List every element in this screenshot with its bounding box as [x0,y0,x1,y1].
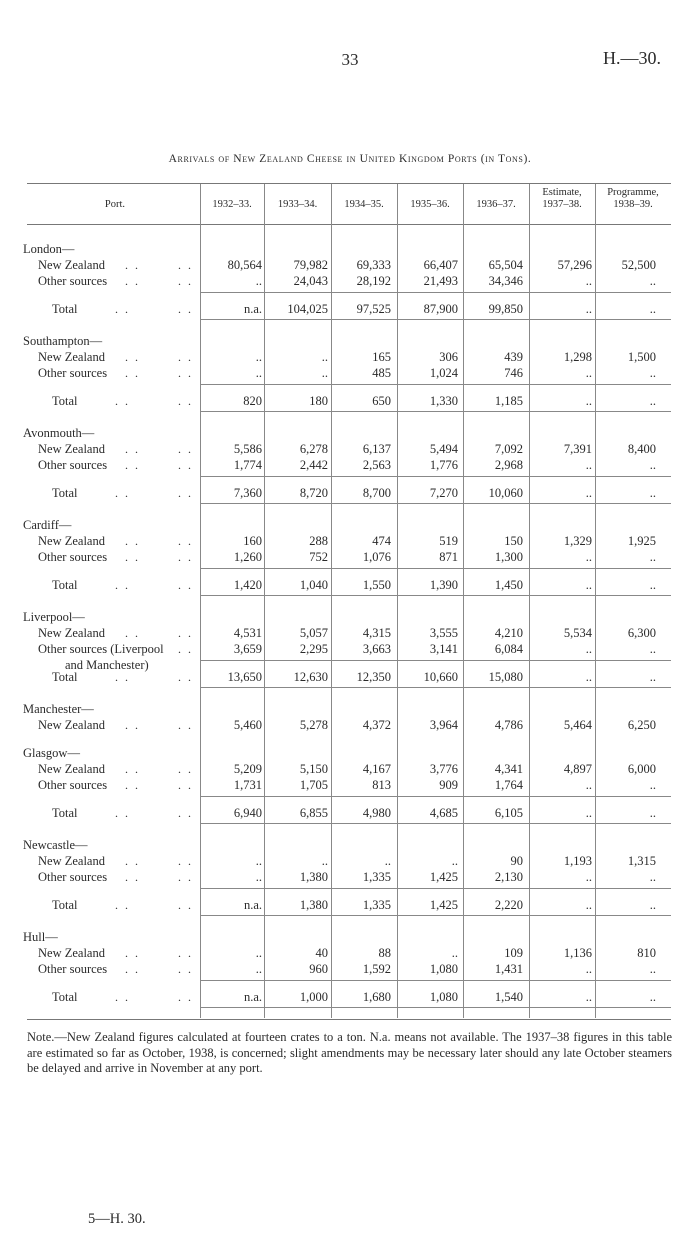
total-cell: 6,855 [299,806,328,820]
total-label: Total [52,670,78,684]
section-rule [200,503,671,504]
row-label: New Zealand [38,534,105,548]
total-rule [200,476,671,477]
table-cell: 485 [372,366,391,380]
section-rule [200,915,671,916]
total-cell: .. [649,806,656,820]
row-label: New Zealand [38,258,105,272]
dot-leader: . . [178,898,193,912]
total-cell: 12,630 [293,670,328,684]
table-cell: 5,278 [299,718,328,732]
table-cell: 6,084 [494,642,523,656]
table-cell: .. [585,642,592,656]
total-cell: .. [649,486,656,500]
total-label: Total [52,898,78,912]
table-cell: 3,964 [429,718,458,732]
dot-leader: . . [125,962,140,976]
port-name: Avonmouth— [23,426,95,440]
total-cell: 1,330 [429,394,458,408]
row-label: New Zealand [38,762,105,776]
dot-leader: . . [125,534,140,548]
table-cell: 57,296 [557,258,592,272]
total-cell: 1,380 [299,898,328,912]
table-cell: 4,786 [494,718,523,732]
table-cell: 1,592 [362,962,391,976]
table-cell: 439 [504,350,523,364]
table-cell: 34,346 [488,274,523,288]
table-cell: .. [255,274,262,288]
table-cell: .. [585,870,592,884]
column-header-year: 1934–35. [344,199,384,210]
table-cell: 746 [504,366,523,380]
column-header-year: 1933–34. [277,199,318,210]
row-label: New Zealand [38,626,105,640]
table-cell: 2,563 [362,458,391,472]
port-name: Manchester— [23,702,94,716]
port-name: Cardiff— [23,518,72,532]
table-cell: .. [255,870,262,884]
total-cell: 10,660 [423,670,458,684]
table-cell: 6,278 [299,442,328,456]
column-header-year: Estimate, 1937–38. [542,187,582,210]
table-cell: 5,209 [233,762,262,776]
table-cell: 960 [309,962,328,976]
dot-leader: . . [125,274,140,288]
table-cell: 8,400 [627,442,656,456]
table-cell: 1,774 [233,458,262,472]
table-cell: .. [649,778,656,792]
total-cell: 87,900 [423,302,458,316]
column-header-year: 1936–37. [476,199,516,210]
table-cell: 1,298 [563,350,592,364]
dot-leader: . . [178,718,193,732]
table-cell: 4,897 [563,762,592,776]
total-cell: 8,720 [299,486,328,500]
table-cell: 5,494 [429,442,458,456]
table-cell: 4,167 [362,762,391,776]
total-cell: n.a. [243,302,262,316]
table-cell: 24,043 [293,274,328,288]
table-cell: .. [451,854,458,868]
table-cell: 2,442 [299,458,328,472]
table-cell: 1,380 [299,870,328,884]
section-rule [200,687,671,688]
total-rule [200,660,671,661]
table-cell: 813 [372,778,391,792]
table-cell: .. [585,962,592,976]
dot-leader: . . [178,762,193,776]
total-cell: .. [585,806,592,820]
table-cell: .. [585,550,592,564]
table-cell: 1,300 [494,550,523,564]
total-cell: 1,335 [362,898,391,912]
dot-leader: . . [178,670,193,684]
column-header-year: Programme, 1938–39. [607,187,659,210]
dot-leader: . . [178,854,193,868]
table-cell: 79,982 [293,258,328,272]
table-cell: 3,776 [429,762,458,776]
dot-leader: . . [178,946,193,960]
table-cell: .. [255,350,262,364]
dot-leader: . . [178,550,193,564]
total-cell: 180 [309,394,328,408]
dot-leader: . . [178,458,193,472]
total-cell: 6,940 [233,806,262,820]
table-cell: 3,555 [429,626,458,640]
table-cell: 1,329 [563,534,592,548]
total-label: Total [52,302,78,316]
table-cell: 1,080 [429,962,458,976]
dot-leader: . . [178,778,193,792]
total-cell: 15,080 [488,670,523,684]
table-cell: 4,315 [362,626,391,640]
table-cell: 165 [372,350,391,364]
table-cell: .. [321,854,328,868]
total-cell: 13,650 [227,670,262,684]
section-rule [200,823,671,824]
port-name: Southampton— [23,334,103,348]
dot-leader: . . [115,486,130,500]
table-cell: .. [649,642,656,656]
table-cell: 3,659 [233,642,262,656]
table-cell: 4,531 [233,626,262,640]
column-header-port: Port. [104,199,126,210]
table-cell: .. [585,366,592,380]
table-top-rule [27,183,671,184]
dot-leader: . . [178,394,193,408]
dot-leader: . . [125,442,140,456]
total-cell: .. [585,898,592,912]
table-cell: 2,295 [299,642,328,656]
table-cell: 7,092 [494,442,523,456]
dot-leader: . . [178,366,193,380]
table-cell: .. [649,366,656,380]
total-cell: .. [585,990,592,1004]
total-cell: 1,420 [233,578,262,592]
table-cell: 5,460 [233,718,262,732]
port-name: Liverpool— [23,610,85,624]
table-cell: .. [649,870,656,884]
table-cell: 88 [378,946,391,960]
total-cell: .. [649,898,656,912]
total-cell: 8,700 [362,486,391,500]
table-cell: 6,000 [627,762,656,776]
total-cell: .. [585,394,592,408]
total-cell: 1,040 [299,578,328,592]
dot-leader: . . [178,990,193,1004]
total-cell: n.a. [243,990,262,1004]
total-cell: 1,080 [429,990,458,1004]
table-cell: 306 [439,350,458,364]
table-cell: .. [255,962,262,976]
table-cell: 5,586 [233,442,262,456]
dot-leader: . . [115,394,130,408]
dot-leader: . . [125,258,140,272]
table-cell: .. [255,854,262,868]
dot-leader: . . [178,302,193,316]
total-rule [200,292,671,293]
table-cell: 4,341 [494,762,523,776]
table-cell: 28,192 [356,274,391,288]
table-cell: 109 [504,946,523,960]
row-label: Other sources [38,458,108,472]
footer-reference: 5—H. 30. [88,1211,146,1227]
table-cell: 1,925 [627,534,656,548]
table-cell: .. [255,366,262,380]
section-rule [200,319,671,320]
port-name: Newcastle— [23,838,88,852]
table-cell: 871 [439,550,458,564]
table-cell: .. [585,458,592,472]
table-cell: 6,137 [362,442,391,456]
dot-leader: . . [178,258,193,272]
total-label: Total [52,486,78,500]
table-cell: 1,315 [627,854,656,868]
total-cell: 1,390 [429,578,458,592]
total-cell: 1,450 [494,578,523,592]
total-cell: 7,270 [429,486,458,500]
total-cell: 1,540 [494,990,523,1004]
table-cell: .. [321,350,328,364]
total-cell: 650 [372,394,391,408]
total-cell: 97,525 [356,302,391,316]
dot-leader: . . [115,302,130,316]
table-cell: .. [255,946,262,960]
table-cell: .. [585,274,592,288]
table-cell: 810 [637,946,656,960]
table-cell: 21,493 [423,274,458,288]
table-cell: 1,076 [362,550,391,564]
table-cell: .. [649,550,656,564]
table-cell: 6,300 [627,626,656,640]
section-rule [200,595,671,596]
table-cell: .. [649,274,656,288]
row-label: Other sources [38,550,108,564]
table-cell: 519 [439,534,458,548]
total-rule [200,568,671,569]
row-label: Other sources [38,366,108,380]
dot-leader: . . [178,442,193,456]
table-cell: .. [649,458,656,472]
table-cell: 1,731 [233,778,262,792]
table-cell: 752 [309,550,328,564]
table-cell: 4,372 [362,718,391,732]
table-cell: 1,260 [233,550,262,564]
table-cell: 1,431 [494,962,523,976]
port-name: London— [23,242,75,256]
section-rule [200,1007,671,1008]
total-cell: 99,850 [488,302,523,316]
total-cell: 6,105 [494,806,523,820]
dot-leader: . . [178,350,193,364]
total-cell: 1,550 [362,578,391,592]
dot-leader: . . [125,718,140,732]
document-reference: H.—30. [603,48,661,68]
table-cell: .. [384,854,391,868]
table-cell: 160 [243,534,262,548]
row-label: New Zealand [38,718,105,732]
table-cell: 909 [439,778,458,792]
total-cell: 104,025 [287,302,328,316]
row-label: New Zealand [38,946,105,960]
total-cell: .. [649,670,656,684]
dot-leader: . . [178,870,193,884]
table-note: Note.—New Zealand figures calculated at fourteen crates to a ton. N.a. means not available. The 1937–38 figures in this table are estimated so far as October, 1938, is concerned; slight amendments may be necessary later should any late October steamers be delayed and arrive in November at any port. [27,1030,672,1075]
dot-leader: . . [125,778,140,792]
header-bottom-rule [27,224,671,225]
total-cell: .. [585,486,592,500]
dot-leader: . . [178,806,193,820]
table-cell: 1,136 [563,946,592,960]
column-header-year: 1935–36. [410,199,450,210]
total-cell: 4,685 [429,806,458,820]
total-cell: 4,980 [362,806,391,820]
total-cell: .. [585,302,592,316]
table-cell: .. [585,778,592,792]
dot-leader: . . [115,990,130,1004]
table-cell: 80,564 [227,258,262,272]
table-cell: 1,705 [299,778,328,792]
dot-leader: . . [178,578,193,592]
total-label: Total [52,578,78,592]
total-cell: .. [649,302,656,316]
row-label: Other sources (Liverpool [38,642,164,656]
table-cell: 5,150 [299,762,328,776]
dot-leader: . . [115,806,130,820]
table-cell: 66,407 [423,258,458,272]
row-label-continued: and Manchester) [65,658,149,672]
total-rule [200,980,671,981]
table-cell: 3,663 [362,642,391,656]
dot-leader: . . [125,762,140,776]
table-cell: 4,210 [494,626,523,640]
table-cell: 1,776 [429,458,458,472]
section-rule [200,411,671,412]
dot-leader: . . [178,486,193,500]
dot-leader: . . [115,670,130,684]
table-cell: 150 [504,534,523,548]
row-label: New Zealand [38,350,105,364]
table-cell: 5,534 [563,626,592,640]
total-cell: 10,060 [488,486,523,500]
column-header-year: 1932–33. [212,199,252,210]
total-cell: .. [585,578,592,592]
dot-leader: . . [178,642,193,656]
table-cell: 69,333 [356,258,391,272]
table-cell: 2,968 [494,458,523,472]
dot-leader: . . [178,534,193,548]
total-cell: 7,360 [233,486,262,500]
table-cell: 1,425 [429,870,458,884]
table-cell: 1,764 [494,778,523,792]
table-cell: 1,335 [362,870,391,884]
dot-leader: . . [125,366,140,380]
row-label: Other sources [38,778,108,792]
dot-leader: . . [178,626,193,640]
dot-leader: . . [125,350,140,364]
total-cell: 12,350 [356,670,391,684]
table-cell: .. [321,366,328,380]
table-cell: 3,141 [429,642,458,656]
total-cell: 1,425 [429,898,458,912]
total-label: Total [52,806,78,820]
dot-leader: . . [125,458,140,472]
port-name: Hull— [23,930,58,944]
table-cell: 6,250 [627,718,656,732]
table-cell: 40 [315,946,328,960]
table-cell: 1,193 [563,854,592,868]
total-cell: .. [649,990,656,1004]
table-cell: 5,464 [563,718,592,732]
table-cell: 474 [372,534,391,548]
total-cell: 820 [243,394,262,408]
table-cell: 52,500 [621,258,656,272]
row-label: Other sources [38,870,108,884]
row-label: Other sources [38,962,108,976]
total-rule [200,888,671,889]
port-name: Glasgow— [23,746,80,760]
table-bottom-rule [27,1019,671,1020]
table-cell: 288 [309,534,328,548]
total-cell: .. [649,394,656,408]
total-label: Total [52,990,78,1004]
dot-leader: . . [125,854,140,868]
total-cell: .. [585,670,592,684]
dot-leader: . . [125,870,140,884]
row-label: Other sources [38,274,108,288]
dot-leader: . . [125,550,140,564]
table-title: Arrivals of New Zealand Cheese in United Kingdom Ports (in Tons). [168,153,532,165]
dot-leader: . . [178,274,193,288]
table-cell: 7,391 [563,442,592,456]
page-number: 33 [341,50,359,69]
row-label: New Zealand [38,854,105,868]
total-cell: 1,680 [362,990,391,1004]
total-cell: n.a. [243,898,262,912]
dot-leader: . . [115,898,130,912]
table-cell: 5,057 [299,626,328,640]
table-cell: .. [649,962,656,976]
row-label: New Zealand [38,442,105,456]
table-cell: 65,504 [488,258,523,272]
total-cell: .. [649,578,656,592]
total-cell: 1,185 [494,394,523,408]
table-cell: .. [451,946,458,960]
table-cell: 1,024 [429,366,458,380]
table-cell: 1,500 [627,350,656,364]
total-rule [200,384,671,385]
dot-leader: . . [125,626,140,640]
total-cell: 2,220 [494,898,523,912]
table-cell: 90 [510,854,523,868]
total-rule [200,796,671,797]
dot-leader: . . [125,946,140,960]
total-cell: 1,000 [299,990,328,1004]
total-label: Total [52,394,78,408]
dot-leader: . . [115,578,130,592]
table-cell: 2,130 [494,870,523,884]
dot-leader: . . [178,962,193,976]
